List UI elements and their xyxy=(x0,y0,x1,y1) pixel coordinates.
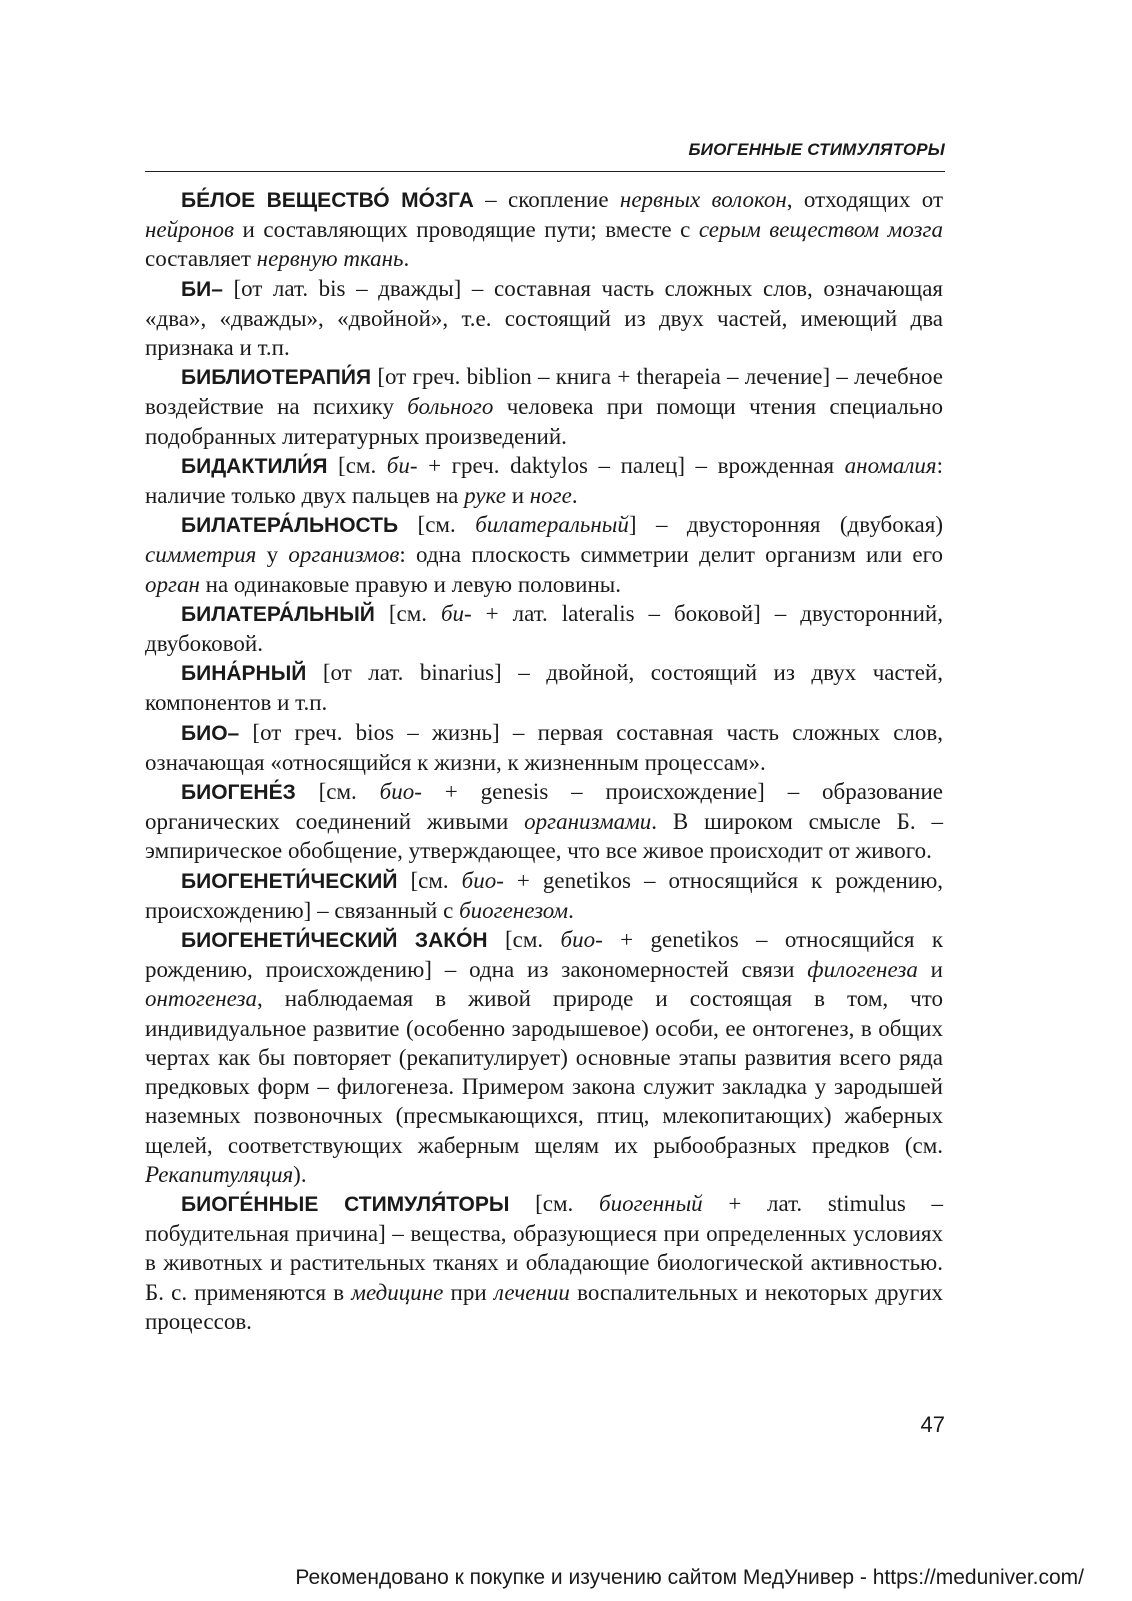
dictionary-entry xyxy=(145,599,943,658)
entry-text: [от лат. bis – дважды] – составная часть сложных слов, означающая «два», «дважды», «двойной», т.е. состоящий из двух частей, имеющий два признака и т.п. xyxy=(145,275,943,361)
dictionary-entries xyxy=(145,185,943,1336)
entry-term-italic: био- xyxy=(379,779,422,805)
entry-headword: БИОГЕНЕ́З xyxy=(181,781,296,805)
entry-text: + genetikos – относящийся к рождению, происхождению] – связанный с xyxy=(145,867,943,923)
entry-headword: БИЛАТЕРА́ЛЬНОСТЬ xyxy=(181,514,399,538)
entry-text: . xyxy=(568,897,574,923)
entry-text: : наличие только двух пальцев на xyxy=(145,452,943,509)
entry-text: [см. xyxy=(398,512,476,538)
entry-text: , наблюдаемая в живой природе и состоящая в том, что индивидуальное развитие (особенно зародышевое) особи, ее онтогенез, в общих чертах как бы повторяет (рекапитулирует) основные этапы развития всего ряда предковых форм – филогенеза. Примером закона служит закладка у зародышей наземных позвоночных (пресмыкающихся, птиц, млекопитающих) жаберных щелей, соответствующих жаберным щелям их рыбообразных предков (см. xyxy=(145,986,943,1158)
entry-term-italic: симметрия xyxy=(145,542,257,568)
entry-term-italic: биогенезом xyxy=(459,897,569,923)
entry-text: [от греч. bios – жизнь] – первая составная часть сложных слов, означающая «относящийся к жизни, к жизненным процессам». xyxy=(145,719,943,775)
entry-text: . В широком смысле Б. – эмпирическое обобщение, утверждающее, что все живое происходит от живого. xyxy=(145,809,943,864)
entry-term-italic: Рекапитуляция xyxy=(145,1161,294,1187)
entry-term-italic: руке xyxy=(464,483,506,509)
entry-text: при xyxy=(443,1279,494,1305)
entry-term-italic: лечении xyxy=(493,1279,570,1305)
entry-text: . xyxy=(571,483,578,509)
page-number: 47 xyxy=(920,1412,945,1437)
entry-text: + genetikos – относящийся к рождению, происхождению] – одна из закономерностей связи xyxy=(145,927,944,983)
entry-headword: БИ– xyxy=(181,277,223,301)
entry-text: у xyxy=(256,542,289,568)
dictionary-entry xyxy=(145,1189,943,1336)
entry-term-italic: организмов xyxy=(288,542,400,568)
entry-text: , отходящих от xyxy=(786,187,943,212)
dictionary-entry xyxy=(145,658,943,717)
entry-term-italic: медицине xyxy=(351,1279,444,1305)
entry-text: : одна плоскость симметрии делит организм или его xyxy=(399,542,943,568)
running-header: БИОГЕННЫЕ СТИМУЛЯТОРЫ xyxy=(688,140,945,159)
entry-text: воспалительных и некоторых других процессов. xyxy=(145,1279,943,1334)
entry-headword: БИБЛИОТЕРАПИ́Я xyxy=(181,366,372,390)
entry-text: + genesis – происхождение] – образование органических соединений живыми xyxy=(145,779,943,835)
entry-text: [см. xyxy=(397,867,462,893)
entry-term-italic: ноге xyxy=(529,483,572,509)
entry-text: . xyxy=(403,246,410,272)
entry-term-italic: био- xyxy=(461,867,504,893)
entry-term-italic: нервных волокон xyxy=(619,187,787,212)
entry-text: + греч. daktylos – палец] – врожденная xyxy=(417,452,845,478)
entry-text: [см. xyxy=(374,600,441,626)
dictionary-entry xyxy=(145,451,943,510)
entry-text: [от греч. biblion – книга + therapeia – лечение] – лечебное воздействие на психику xyxy=(145,364,943,420)
entry-headword: БИО– xyxy=(181,721,240,745)
entry-term-italic: био- xyxy=(560,927,603,953)
entry-term-italic: биогенный xyxy=(599,1190,703,1216)
entry-term-italic: би- xyxy=(386,452,418,478)
entry-text: человека при помощи чтения специально подобранных литературных произведений. xyxy=(145,394,943,449)
entry-text: + лат. stimulus – побудительная причина] – вещества, образующиеся при определенных условиях в животных и растительных тканях и обладающие биологической активностью. Б. с. применяются в xyxy=(145,1190,943,1305)
entry-text: [см. xyxy=(295,779,380,805)
entry-term-italic: организмами xyxy=(524,809,652,835)
dictionary-entry xyxy=(145,274,943,363)
footer-note: Рекомендовано к покупке и изучению сайтом МедУнивер - https://meduniver.com/ xyxy=(295,1566,1084,1589)
entry-text: и xyxy=(505,483,530,509)
dictionary-entry xyxy=(145,185,943,274)
entry-term-italic: нервную ткань xyxy=(256,246,404,272)
entry-headword: БИОГЕНЕТИ́ЧЕСКИЙ ЗАКО́Н xyxy=(181,929,488,953)
entry-text: – скопление xyxy=(473,187,620,212)
dictionary-entry xyxy=(145,925,943,1189)
entry-text: ). xyxy=(293,1161,307,1187)
entry-headword: БИОГЕ́ННЫЕ СТИМУЛЯ́ТОРЫ xyxy=(181,1192,510,1216)
dictionary-entry xyxy=(145,362,943,451)
entry-term-italic: орган xyxy=(145,571,200,597)
header-rule xyxy=(145,171,945,172)
entry-term-italic: больного xyxy=(407,394,494,420)
entry-text: и xyxy=(917,957,943,983)
dictionary-entry xyxy=(145,777,943,866)
entry-text: [см. xyxy=(509,1190,599,1216)
entry-term-italic: би- xyxy=(440,600,472,626)
entry-headword: БИНА́РНЫЙ xyxy=(181,662,307,686)
entry-text: и составляющих проводящие пути; вместе с xyxy=(234,217,699,243)
entry-text: на одинаковые правую и левую половины. xyxy=(199,571,621,597)
dictionary-entry xyxy=(145,718,943,777)
entry-term-italic: серым веществом мозга xyxy=(698,217,943,243)
entry-text: + лат. lateralis – боковой] – двусторонний, двубоковой. xyxy=(145,600,943,657)
entry-text: [см. xyxy=(487,927,561,953)
entry-headword: БЕ́ЛОЕ ВЕЩЕСТВО́ МО́ЗГА xyxy=(181,189,474,212)
entry-term-italic: онтогенеза xyxy=(145,986,257,1012)
dictionary-entry xyxy=(145,866,943,925)
entry-term-italic: билатеральный xyxy=(475,512,629,538)
entry-term-italic: филогенеза xyxy=(807,957,918,983)
entry-term-italic: нейронов xyxy=(145,217,235,243)
entry-headword: БИДАКТИЛИ́Я xyxy=(181,454,328,478)
entry-text: составляет xyxy=(145,246,257,272)
entry-text: [от лат. binarius] – двойной, состоящий из двух частей, компонентов и т.п. xyxy=(145,660,943,716)
dictionary-entry xyxy=(145,510,943,599)
entry-headword: БИОГЕНЕТИ́ЧЕСКИЙ xyxy=(181,869,398,893)
entry-text: [см. xyxy=(327,452,387,478)
entry-term-italic: аномалия xyxy=(844,452,937,478)
entry-headword: БИЛАТЕРА́ЛЬНЫЙ xyxy=(181,602,375,626)
entry-text: ] – двусторонняя (двубокая) xyxy=(628,512,943,538)
